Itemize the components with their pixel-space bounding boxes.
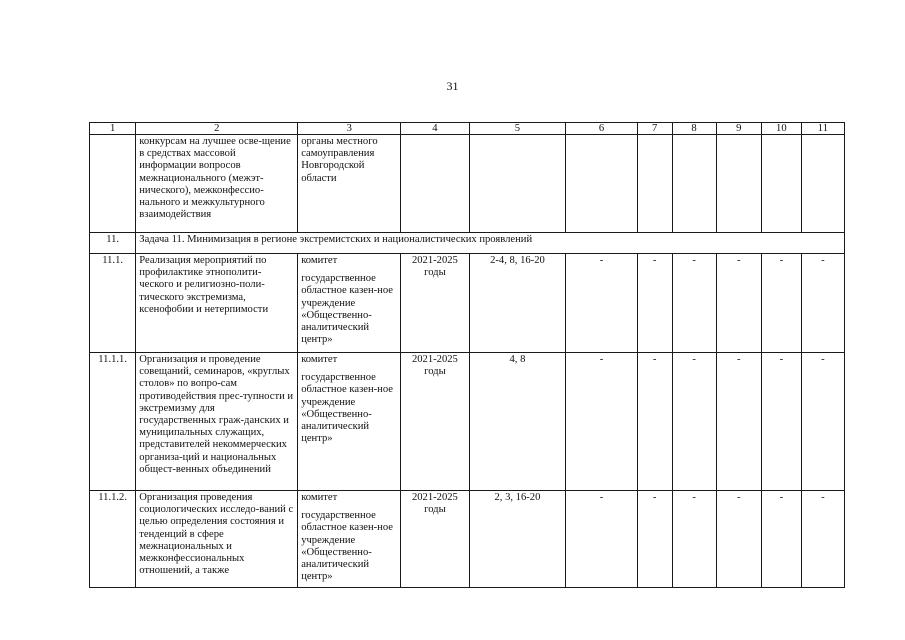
responsible-cell: органы местного самоуправления Новгородской области bbox=[298, 135, 401, 233]
table-row bbox=[90, 491, 845, 588]
responsible-institution: государственное областное казен-ное учреждение «Общественно-аналитический центр» bbox=[301, 273, 393, 346]
column-header: 7 bbox=[637, 123, 672, 135]
value-cell: - bbox=[801, 254, 844, 353]
value-cell: - bbox=[566, 491, 638, 588]
column-header: 5 bbox=[469, 123, 566, 135]
column-header: 6 bbox=[566, 123, 638, 135]
value-cell bbox=[716, 135, 761, 233]
column-header: 10 bbox=[761, 123, 801, 135]
task-row bbox=[90, 233, 845, 254]
value-cell: - bbox=[672, 353, 716, 491]
value-cell: - bbox=[637, 491, 672, 588]
responsible-committee: комитет bbox=[301, 255, 338, 266]
targets-cell: 4, 8 bbox=[469, 353, 566, 491]
value-cell bbox=[566, 135, 638, 233]
responsible-committee: комитет bbox=[301, 354, 338, 365]
column-header: 3 bbox=[298, 123, 401, 135]
responsible-cell bbox=[298, 254, 401, 353]
targets-cell bbox=[469, 135, 566, 233]
value-cell: - bbox=[761, 491, 801, 588]
value-cell bbox=[801, 135, 844, 233]
value-cell: - bbox=[716, 353, 761, 491]
value-cell bbox=[637, 135, 672, 233]
column-header: 9 bbox=[716, 123, 761, 135]
value-cell: - bbox=[716, 254, 761, 353]
period-cell: 2021-2025 годы bbox=[401, 491, 469, 588]
responsible-institution: государственное областное казен-ное учреждение «Общественно-аналитический центр» bbox=[301, 372, 393, 445]
value-cell: - bbox=[672, 254, 716, 353]
value-cell: - bbox=[801, 491, 844, 588]
table-row bbox=[90, 353, 845, 491]
value-cell: - bbox=[566, 254, 638, 353]
value-cell bbox=[672, 135, 716, 233]
row-number: 11.1.2. bbox=[90, 491, 136, 588]
value-cell: - bbox=[637, 254, 672, 353]
value-cell: - bbox=[637, 353, 672, 491]
targets-cell: 2, 3, 16-20 bbox=[469, 491, 566, 588]
responsible-committee: комитет bbox=[301, 492, 338, 503]
activity-cell: конкурсам на лучшее осве-щение в средствах массовой информации вопросов межнационального (межэт-нического), межконфессио-нального и межкультурного взаимодействия bbox=[136, 135, 298, 233]
value-cell bbox=[761, 135, 801, 233]
task-number: 11. bbox=[90, 233, 136, 254]
value-cell: - bbox=[761, 254, 801, 353]
responsible-cell bbox=[298, 353, 401, 491]
column-number-header-row bbox=[90, 123, 845, 135]
period-cell: 2021-2025 годы bbox=[401, 353, 469, 491]
targets-cell: 2-4, 8, 16-20 bbox=[469, 254, 566, 353]
value-cell: - bbox=[716, 491, 761, 588]
value-cell: - bbox=[566, 353, 638, 491]
table-row bbox=[90, 254, 845, 353]
task-title: Задача 11. Минимизация в регионе экстремистских и националистических проявлений bbox=[136, 233, 845, 254]
responsible-cell bbox=[298, 491, 401, 588]
table-row-continuation bbox=[90, 135, 845, 233]
column-header: 1 bbox=[90, 123, 136, 135]
period-cell: 2021-2025 годы bbox=[401, 254, 469, 353]
column-header: 11 bbox=[801, 123, 844, 135]
value-cell: - bbox=[801, 353, 844, 491]
activity-cell: Организация и проведение совещаний, семинаров, «круглых столов» по вопро-сам противодействия прес-тупности и экстремизму для государственных граж-данских и муниципальных служащих, представителей некоммерческих организа-ций и национальных общест-венных объединений bbox=[136, 353, 298, 491]
page-number: 31 bbox=[446, 79, 459, 93]
row-number bbox=[90, 135, 136, 233]
activity-cell: Организация проведения социологических исследо-ваний с целью определения состояния и тенденций в сфере межнациональных и межконфессиональных отношений, а также bbox=[136, 491, 298, 588]
column-header: 2 bbox=[136, 123, 298, 135]
column-header: 8 bbox=[672, 123, 716, 135]
responsible-institution: государственное областное казен-ное учреждение «Общественно-аналитический центр» bbox=[301, 510, 393, 583]
activity-plan-table bbox=[89, 122, 845, 588]
row-number: 11.1. bbox=[90, 254, 136, 353]
value-cell: - bbox=[761, 353, 801, 491]
column-header: 4 bbox=[401, 123, 469, 135]
value-cell: - bbox=[672, 491, 716, 588]
row-number: 11.1.1. bbox=[90, 353, 136, 491]
period-cell bbox=[401, 135, 469, 233]
activity-cell: Реализация мероприятий по профилактике этнополити-ческого и религиозно-поли-тического экстремизма, ксенофобии и нетерпимости bbox=[136, 254, 298, 353]
